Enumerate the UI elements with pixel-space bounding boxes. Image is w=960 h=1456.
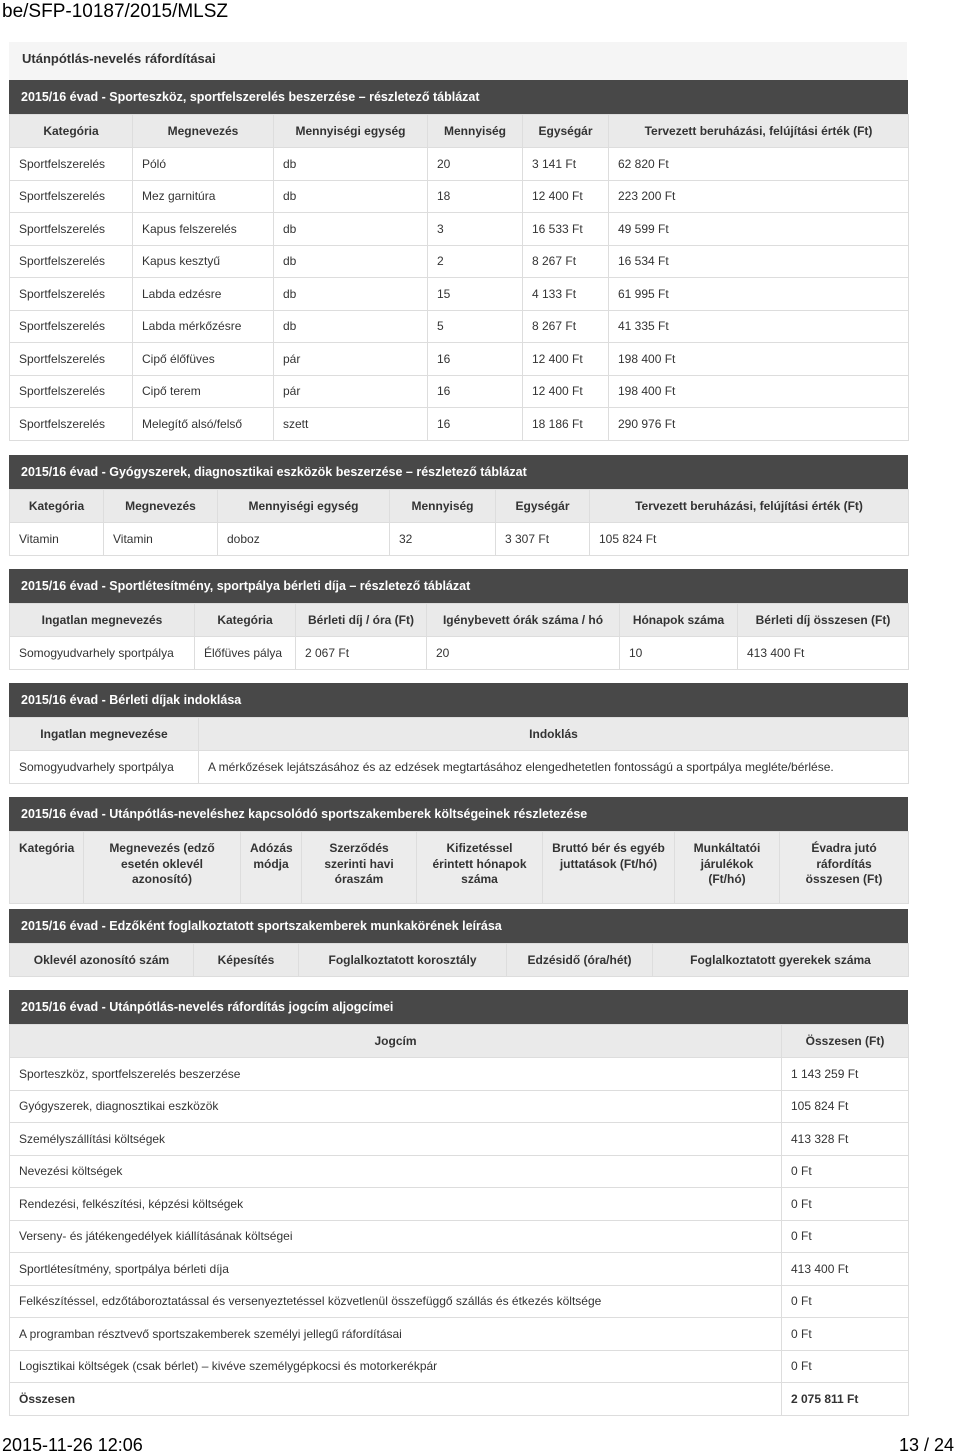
table-cell: 41 335 Ft (609, 310, 909, 343)
table-cell: A mérkőzések lejátszásához és az edzések megtartásához elengedhetetlen fontosságú a sportpálya megléte/bérlése. (199, 751, 909, 784)
table-cell: Labda edzésre (133, 278, 274, 311)
section-title: 2015/16 évad - Utánpótlás-nevelés ráfordítás jogcím aljogcímei (9, 990, 908, 1024)
table-cell: db (274, 245, 428, 278)
table-row (10, 1090, 909, 1123)
table-cell: 16 (428, 343, 523, 376)
table-cell: Kapus felszerelés (133, 213, 274, 246)
table-cell: 413 400 Ft (782, 1253, 909, 1286)
column-header: Mennyiségi egység (218, 490, 390, 523)
table-row (10, 180, 909, 213)
table-header-row (10, 115, 909, 148)
table-cell: 12 400 Ft (523, 343, 609, 376)
column-header: Bruttó bér és egyéb juttatások (Ft/hó) (543, 832, 675, 904)
table-cell: 62 820 Ft (609, 148, 909, 181)
table-row (10, 1220, 909, 1253)
staff-costs-table (9, 831, 909, 904)
summary-section (9, 990, 908, 1416)
table-cell: Sportfelszerelés (10, 245, 133, 278)
column-header: Jogcím (10, 1025, 782, 1058)
table-row (10, 1058, 909, 1091)
table-cell: szett (274, 408, 428, 441)
table-cell: A programban résztvevő sportszakemberek személyi jellegű ráfordításai (10, 1318, 782, 1351)
equipment-table (9, 114, 909, 441)
table-cell: Melegítő alsó/felső (133, 408, 274, 441)
column-header: Mennyiség (428, 115, 523, 148)
table-cell: 61 995 Ft (609, 278, 909, 311)
table-cell: Sportfelszerelés (10, 180, 133, 213)
table-cell: Logisztikai költségek (csak bérlet) – kivéve személygépkocsi és motorkerékpár (10, 1350, 782, 1383)
table-cell: Mez garnitúra (133, 180, 274, 213)
column-header: Ingatlan megnevezése (10, 718, 199, 751)
column-header: Évadra jutó ráfordítás összesen (Ft) (780, 832, 909, 904)
table-cell: 290 976 Ft (609, 408, 909, 441)
column-header: Kategória (10, 832, 84, 904)
table-cell: pár (274, 343, 428, 376)
rent-reason-table (9, 717, 909, 784)
section-title: 2015/16 évad - Edzőként foglalkoztatott sportszakemberek munkakörének leírása (9, 909, 908, 943)
table-cell: 0 Ft (782, 1220, 909, 1253)
table-cell: Nevezési költségek (10, 1155, 782, 1188)
table-cell: 16 534 Ft (609, 245, 909, 278)
page-title: Utánpótlás-nevelés ráfordításai (9, 42, 907, 80)
table-cell: 2 (428, 245, 523, 278)
table-cell: Sportfelszerelés (10, 213, 133, 246)
column-header: Egységár (496, 490, 590, 523)
table-row (10, 1123, 909, 1156)
table-header-row (10, 604, 909, 637)
table-cell: 32 (390, 523, 496, 556)
table-row (10, 1188, 909, 1221)
table-cell: 413 328 Ft (782, 1123, 909, 1156)
total-row (10, 1383, 909, 1416)
table-cell: db (274, 148, 428, 181)
table-cell: 0 Ft (782, 1155, 909, 1188)
column-header: Tervezett beruházási, felújítási érték (Ft) (609, 115, 909, 148)
table-cell: 0 Ft (782, 1285, 909, 1318)
table-cell: Gyógyszerek, diagnosztikai eszközök (10, 1090, 782, 1123)
column-header: Oklevél azonosító szám (10, 944, 194, 977)
table-row (10, 1318, 909, 1351)
table-cell: 2 067 Ft (296, 637, 427, 670)
table-cell: Labda mérkőzésre (133, 310, 274, 343)
table-header-row (10, 1025, 909, 1058)
table-row (10, 523, 909, 556)
table-body (10, 523, 909, 556)
table-cell: 8 267 Ft (523, 245, 609, 278)
coach-roles-table (9, 943, 909, 977)
table-row (10, 1253, 909, 1286)
table-cell: 49 599 Ft (609, 213, 909, 246)
table-cell: Rendezési, felkészítési, képzési költségek (10, 1188, 782, 1221)
column-header: Kategória (10, 490, 104, 523)
table-row (10, 408, 909, 441)
table-row (10, 1350, 909, 1383)
table-cell: 12 400 Ft (523, 375, 609, 408)
table-cell: Cipő élőfüves (133, 343, 274, 376)
table-cell: Verseny- és játékengedélyek kiállításának költségei (10, 1220, 782, 1253)
summary-table (9, 1024, 909, 1416)
table-cell: Sportfelszerelés (10, 310, 133, 343)
section-title: 2015/16 évad - Utánpótlás-neveléshez kapcsolódó sportszakemberek költségeinek részletezése (9, 797, 908, 831)
medical-table (9, 489, 909, 556)
table-cell: 1 143 259 Ft (782, 1058, 909, 1091)
table-cell: 223 200 Ft (609, 180, 909, 213)
column-header: Foglalkoztatott gyerekek száma (653, 944, 909, 977)
column-header: Adózás módja (241, 832, 302, 904)
staff-costs-section (9, 797, 908, 904)
column-header: Megnevezés (104, 490, 218, 523)
table-header-row (10, 944, 909, 977)
table-cell: Sportlétesítmény, sportpálya bérleti díja (10, 1253, 782, 1286)
column-header: Megnevezés (edző esetén oklevél azonosító) (84, 832, 241, 904)
column-header: Szerződés szerinti havi óraszám (302, 832, 417, 904)
table-cell: 105 824 Ft (590, 523, 909, 556)
table-header-row (10, 490, 909, 523)
table-cell: 10 (620, 637, 738, 670)
column-header: Ingatlan megnevezés (10, 604, 195, 637)
table-row (10, 1155, 909, 1188)
table-cell: 4 133 Ft (523, 278, 609, 311)
table-cell: 105 824 Ft (782, 1090, 909, 1123)
table-cell: Somogyudvarhely sportpálya (10, 637, 195, 670)
column-header: Edzésidő (óra/hét) (507, 944, 653, 977)
facility-section (9, 569, 908, 670)
column-header: Kategória (10, 115, 133, 148)
column-header: Igénybevett órák száma / hó (427, 604, 620, 637)
column-header: Hónapok száma (620, 604, 738, 637)
table-body (10, 1058, 909, 1416)
table-cell: Somogyudvarhely sportpálya (10, 751, 199, 784)
table-cell: Felkészítéssel, edzőtáboroztatással és versenyeztetéssel közvetlenül összefüggő szállás és étkezés költsége (10, 1285, 782, 1318)
section-title: 2015/16 évad - Bérleti díjak indoklása (9, 683, 908, 717)
table-cell: Sportfelszerelés (10, 343, 133, 376)
table-cell: Sportfelszerelés (10, 148, 133, 181)
table-cell: doboz (218, 523, 390, 556)
table-cell: 18 186 Ft (523, 408, 609, 441)
document-id: be/SFP-10187/2015/MLSZ (2, 1, 229, 22)
column-header: Bérleti díj / óra (Ft) (296, 604, 427, 637)
table-cell: Személyszállítási költségek (10, 1123, 782, 1156)
table-row (10, 278, 909, 311)
table-cell: 5 (428, 310, 523, 343)
table-cell: Sportfelszerelés (10, 375, 133, 408)
rent-reason-section (9, 683, 908, 784)
table-cell: 8 267 Ft (523, 310, 609, 343)
table-cell: 15 (428, 278, 523, 311)
section-title: 2015/16 évad - Sporteszköz, sportfelszerelés beszerzése – részletező táblázat (9, 80, 908, 114)
footer-page-number: 13 / 24 (898, 1435, 954, 1455)
column-header: Kifizetéssel érintett hónapok száma (417, 832, 543, 904)
column-header: Tervezett beruházási, felújítási érték (Ft) (590, 490, 909, 523)
table-cell: Vitamin (10, 523, 104, 556)
table-header-row (10, 718, 909, 751)
table-cell: 3 (428, 213, 523, 246)
table-cell: Sportfelszerelés (10, 278, 133, 311)
table-cell: 3 141 Ft (523, 148, 609, 181)
column-header: Indoklás (199, 718, 909, 751)
table-row (10, 343, 909, 376)
column-header: Foglalkoztatott korosztály (299, 944, 507, 977)
column-header: Megnevezés (133, 115, 274, 148)
column-header: Összesen (Ft) (782, 1025, 909, 1058)
table-cell: 0 Ft (782, 1318, 909, 1351)
column-header: Mennyiségi egység (274, 115, 428, 148)
table-cell: 0 Ft (782, 1188, 909, 1221)
table-cell: Vitamin (104, 523, 218, 556)
section-title: 2015/16 évad - Sportlétesítmény, sportpálya bérleti díja – részletező táblázat (9, 569, 908, 603)
column-header: Mennyiség (390, 490, 496, 523)
table-cell: 0 Ft (782, 1350, 909, 1383)
table-cell: db (274, 180, 428, 213)
table-cell: 16 (428, 375, 523, 408)
table-cell: Élőfüves pálya (195, 637, 296, 670)
column-header: Bérleti díj összesen (Ft) (738, 604, 909, 637)
equipment-section (9, 80, 908, 441)
table-cell: Sporteszköz, sportfelszerelés beszerzése (10, 1058, 782, 1091)
section-title: 2015/16 évad - Gyógyszerek, diagnosztikai eszközök beszerzése – részletező táblázat (9, 455, 908, 489)
table-row (10, 637, 909, 670)
table-cell: db (274, 213, 428, 246)
table-cell: db (274, 310, 428, 343)
total-cell: 2 075 811 Ft (782, 1383, 909, 1416)
table-row (10, 148, 909, 181)
table-cell: 198 400 Ft (609, 343, 909, 376)
table-row (10, 751, 909, 784)
table-cell: db (274, 278, 428, 311)
table-row (10, 310, 909, 343)
table-cell: 12 400 Ft (523, 180, 609, 213)
table-cell: 20 (427, 637, 620, 670)
table-cell: 18 (428, 180, 523, 213)
table-header-row (10, 832, 909, 904)
table-cell: 20 (428, 148, 523, 181)
table-cell: Cipő terem (133, 375, 274, 408)
column-header: Képesítés (194, 944, 299, 977)
table-cell: 3 307 Ft (496, 523, 590, 556)
table-cell: 16 533 Ft (523, 213, 609, 246)
facility-table (9, 603, 909, 670)
table-cell: Póló (133, 148, 274, 181)
table-cell: 413 400 Ft (738, 637, 909, 670)
table-cell: Sportfelszerelés (10, 408, 133, 441)
footer-timestamp: 2015-11-26 12:06 (2, 1435, 143, 1455)
table-row (10, 1285, 909, 1318)
table-row (10, 213, 909, 246)
column-header: Munkáltatói járulékok (Ft/hó) (675, 832, 780, 904)
column-header: Egységár (523, 115, 609, 148)
column-header: Kategória (195, 604, 296, 637)
table-body (10, 148, 909, 441)
table-cell: 198 400 Ft (609, 375, 909, 408)
medical-section (9, 455, 908, 556)
table-body (10, 637, 909, 670)
table-row (10, 245, 909, 278)
coach-roles-section (9, 909, 908, 977)
total-cell: Összesen (10, 1383, 782, 1416)
table-body (10, 751, 909, 784)
table-cell: pár (274, 375, 428, 408)
table-cell: Kapus kesztyű (133, 245, 274, 278)
table-row (10, 375, 909, 408)
table-cell: 16 (428, 408, 523, 441)
